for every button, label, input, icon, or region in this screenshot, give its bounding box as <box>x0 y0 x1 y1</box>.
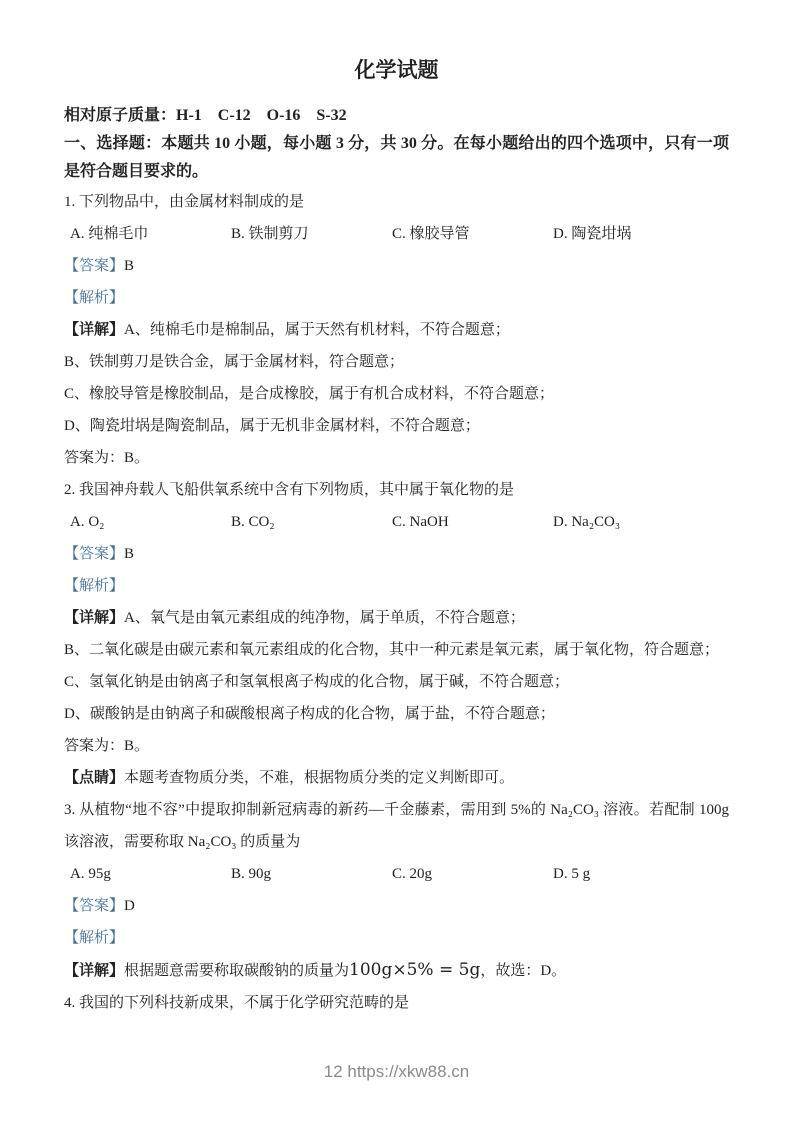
detail-line-c: C、氢氧化钠是由钠离子和氢氧根离子构成的化合物，属于碱，不符合题意； <box>64 674 570 690</box>
page-title: 化学试题 <box>354 58 439 82</box>
question-4 <box>64 987 729 1019</box>
detail-label: 【详解】 <box>64 322 125 338</box>
section-header: 一、选择题：本题共 10 小题，每小题 3 分，共 30 分。在每小题给出的四个选项中，只有一项是符合题目要求的。 <box>64 135 729 180</box>
options-row <box>64 858 729 890</box>
answer-value: B <box>124 258 135 274</box>
detail-line-a <box>64 314 729 346</box>
analysis-line <box>64 570 729 602</box>
option-c: C. NaOH <box>392 514 449 530</box>
option-a: A. O₂ <box>70 514 105 530</box>
analysis-label: 【解析】 <box>64 290 125 306</box>
detail-line-d: D、碳酸钠是由钠离子和碳酸根离子构成的化合物，属于盐，不符合题意； <box>64 706 555 722</box>
detail-label: 【详解】 <box>64 963 125 979</box>
answer-line <box>64 890 729 922</box>
analysis-line <box>64 922 729 954</box>
option-d: D. 陶瓷坩埚 <box>553 226 632 242</box>
answer-value: B <box>124 546 135 562</box>
options-row <box>64 506 729 538</box>
options-row <box>64 218 729 250</box>
analysis-label: 【解析】 <box>64 930 125 946</box>
option-c: C. 20g <box>392 866 433 882</box>
atomic-mass-line: 相对原子质量：H-1 C-12 O-16 S-32 <box>64 107 347 124</box>
detail-text-post: ，故选：D。 <box>480 963 567 979</box>
detail-line-c: C、橡胶导管是橡胶制品，是合成橡胶，属于有机合成材料，不符合题意； <box>64 386 555 402</box>
question-1 <box>64 186 729 474</box>
detail-line <box>64 954 729 987</box>
question-stem: 4. 我国的下列科技新成果，不属于化学研究范畴的是 <box>64 995 410 1011</box>
option-c: C. 橡胶导管 <box>392 226 470 242</box>
option-b: B. 90g <box>231 866 272 882</box>
question-2 <box>64 474 729 794</box>
note-label: 【点睛】 <box>64 770 125 786</box>
question-stem: 3. 从植物“地不容”中提取抑制新冠病毒的新药—千金藤素，需用到 5%的 Na₂CO₃ 溶液。若配制 100g 该溶液，需要称取 Na₂CO₃ 的质量为 <box>64 802 733 850</box>
answer-label: 【答案】 <box>64 898 125 914</box>
detail-formula: 100g×5% = 5g <box>349 960 481 980</box>
analysis-line <box>64 282 729 314</box>
detail-line-d: D、陶瓷坩埚是陶瓷制品，属于无机非金属材料，不符合题意； <box>64 418 480 434</box>
answer-line <box>64 250 729 282</box>
option-b: B. CO₂ <box>231 514 275 530</box>
option-b: B. 铁制剪刀 <box>231 226 309 242</box>
answer-label: 【答案】 <box>64 546 125 562</box>
detail-text: A、纯棉毛巾是棉制品，属于天然有机材料，不符合题意； <box>124 322 510 338</box>
question-3 <box>64 794 733 987</box>
detail-text: A、氧气是由氧元素组成的纯净物，属于单质，不符合题意； <box>124 610 525 626</box>
answer-line <box>64 538 729 570</box>
answer-value: D <box>124 898 135 914</box>
option-a: A. 纯棉毛巾 <box>70 226 149 242</box>
footer-page-info: 12 https://xkw88.cn <box>323 1062 470 1081</box>
detail-line-b: B、铁制剪刀是铁合金，属于金属材料，符合题意； <box>64 354 405 370</box>
detail-label: 【详解】 <box>64 610 125 626</box>
analysis-label: 【解析】 <box>64 578 125 594</box>
answer-label: 【答案】 <box>64 258 125 274</box>
question-stem: 1. 下列物品中，由金属材料制成的是 <box>64 194 305 210</box>
option-a: A. 95g <box>70 866 111 882</box>
question-stem: 2. 我国神舟载人飞船供氧系统中含有下列物质，其中属于氧化物的是 <box>64 482 515 498</box>
option-d: D. Na₂CO₃ <box>553 514 621 530</box>
detail-line-b: B、二氧化碳是由碳元素和氧元素组成的化合物，其中一种元素是氧元素，属于氧化物，符合题意； <box>64 642 720 658</box>
note-line <box>64 762 729 794</box>
note-text: 本题考查物质分类，不难，根据物质分类的定义判断即可。 <box>124 770 515 786</box>
detail-text-pre: 根据题意需要称取碳酸钠的质量为 <box>124 963 350 979</box>
detail-conclusion: 答案为：B。 <box>64 450 150 466</box>
option-d: D. 5 g <box>553 866 591 882</box>
detail-line-a <box>64 602 729 634</box>
detail-conclusion: 答案为：B。 <box>64 738 150 754</box>
